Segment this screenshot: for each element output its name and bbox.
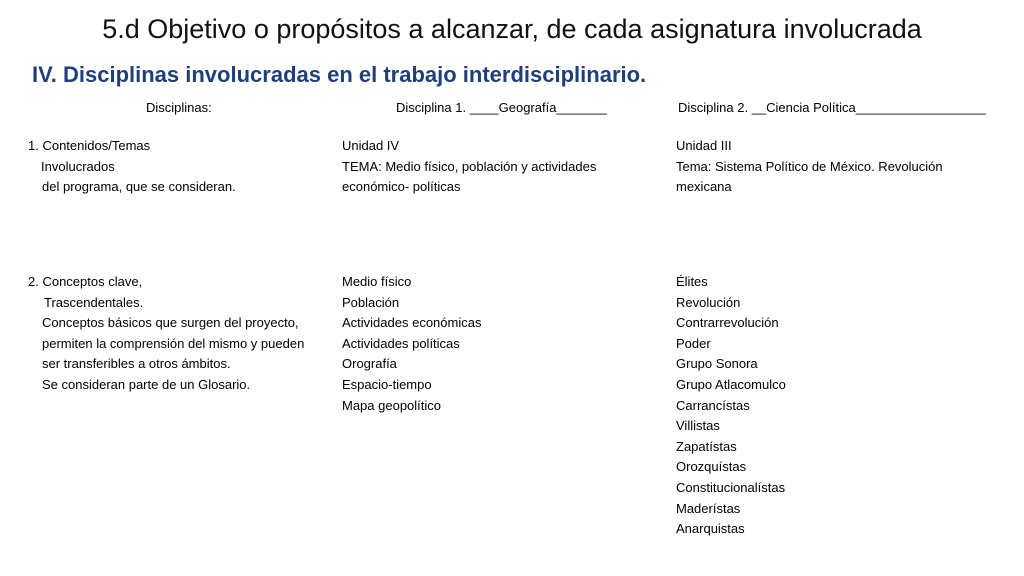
conceptos-disciplina-1-line: Mapa geopolítico bbox=[342, 397, 442, 413]
contenidos-label-line: 1. Contenidos/Temas bbox=[28, 138, 151, 153]
conceptos-disciplina-1-line: Población bbox=[342, 294, 400, 310]
conceptos-label-column bbox=[28, 272, 304, 396]
conceptos-label-line: Conceptos básicos que surgen del proyecto, bbox=[42, 315, 299, 331]
conceptos-disciplina-2-line: Orozquístas bbox=[676, 459, 747, 475]
contenidos-disciplina-2-column bbox=[676, 136, 943, 198]
contenidos-disciplina-1-line: Unidad IV bbox=[342, 138, 400, 153]
conceptos-label-line: 2. Conceptos clave, bbox=[28, 274, 143, 289]
conceptos-disciplina-1-line: Actividades políticas bbox=[342, 335, 460, 351]
conceptos-disciplina-1-line: Medio físico bbox=[342, 274, 412, 289]
conceptos-disciplina-2-line: Villistas bbox=[676, 418, 720, 434]
conceptos-disciplina-2-column bbox=[676, 272, 786, 540]
conceptos-label-line: permiten la comprensión del mismo y pueden bbox=[42, 335, 305, 351]
contenidos-disciplina-2-line: Tema: Sistema Político de México. Revolución bbox=[676, 158, 943, 174]
header-disciplinas: Disciplinas: bbox=[146, 100, 212, 115]
conceptos-disciplina-2-line: Contrarrevolución bbox=[676, 315, 779, 331]
contenidos-label-column bbox=[28, 136, 236, 198]
contenidos-label-line: del programa, que se consideran. bbox=[42, 179, 236, 195]
slide-title: 5.d Objetivo o propósitos a alcanzar, de cada asignatura involucrada bbox=[102, 14, 922, 44]
conceptos-disciplina-2-line: Grupo Sonora bbox=[676, 356, 758, 372]
conceptos-disciplina-2-line: Anarquistas bbox=[676, 521, 745, 537]
contenidos-disciplina-1-column bbox=[342, 136, 596, 198]
conceptos-disciplina-1-line: Orografía bbox=[342, 356, 397, 372]
conceptos-disciplina-1-line: Espacio-tiempo bbox=[342, 376, 432, 392]
contenidos-disciplina-1-line: económico- políticas bbox=[342, 179, 461, 195]
contenidos-disciplina-2-line: Unidad III bbox=[676, 138, 732, 153]
conceptos-disciplina-2-line: Zapatístas bbox=[676, 438, 737, 454]
conceptos-disciplina-2-line: Constitucionalístas bbox=[676, 479, 786, 495]
header-disciplina-1: Disciplina 1. ____Geografía_______ bbox=[396, 100, 608, 115]
conceptos-label-line: ser transferibles a otros ámbitos. bbox=[42, 356, 231, 372]
header-disciplina-2: Disciplina 2. __Ciencia Política__________________ bbox=[678, 100, 986, 115]
conceptos-disciplina-2-line: Maderístas bbox=[676, 500, 741, 516]
contenidos-disciplina-2-line: mexicana bbox=[676, 179, 732, 195]
conceptos-disciplina-2-line: Grupo Atlacomulco bbox=[676, 376, 786, 392]
conceptos-disciplina-2-line: Élites bbox=[676, 274, 708, 289]
conceptos-label-line: Se consideran parte de un Glosario. bbox=[42, 376, 251, 392]
conceptos-disciplina-1-line: Actividades económicas bbox=[342, 315, 482, 331]
contenidos-label-line: Involucrados bbox=[41, 158, 115, 174]
conceptos-disciplina-1-column bbox=[342, 272, 481, 416]
conceptos-disciplina-2-line: Carrancístas bbox=[676, 397, 750, 413]
conceptos-disciplina-2-line: Revolución bbox=[676, 294, 741, 310]
conceptos-disciplina-2-line: Poder bbox=[676, 335, 711, 351]
slide-subtitle: IV. Disciplinas involucradas en el trabajo interdisciplinario. bbox=[32, 62, 647, 87]
conceptos-label-line: Trascendentales. bbox=[44, 294, 144, 310]
contenidos-disciplina-1-line: TEMA: Medio físico, población y actividades bbox=[342, 158, 597, 174]
